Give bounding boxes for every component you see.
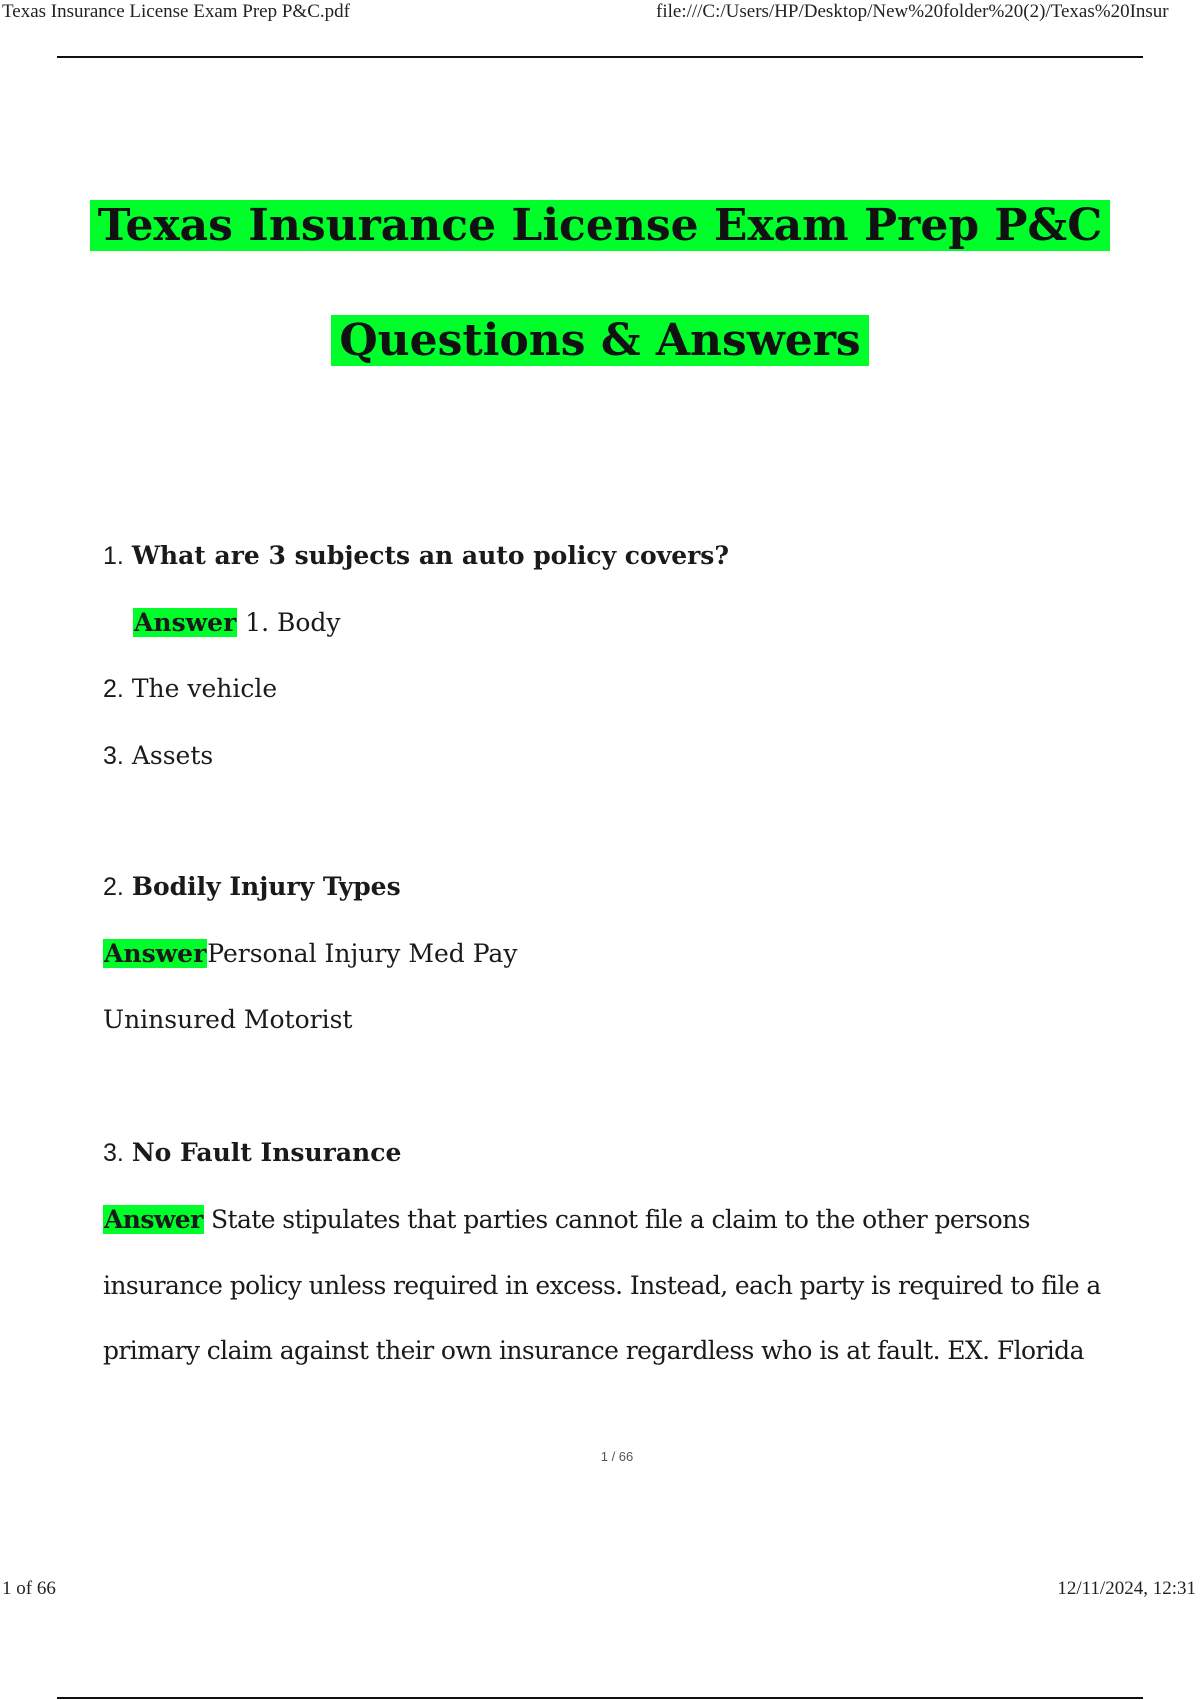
page-indicator: 1 / 66 [600,1449,634,1464]
answer-1-line-2: 2. The vehicle [103,674,278,703]
answer-label: Answer [104,1205,203,1234]
answer-2-line-2: Uninsured Motorist [103,1005,353,1034]
answer-label: Answer [104,939,207,968]
answer-3-line-3: primary claim against their own insurance regardless who is at fault. EX. Florida [103,1336,1084,1365]
header-rule [57,56,1143,58]
print-header-file-path: file:///C:/Users/HP/Desktop/New%20folder%20(2)/Texas%20Insur [656,1,1169,22]
question-3-text: No Fault Insurance [131,1138,402,1167]
footer-rule [57,1697,1143,1699]
answer-2-text: Personal Injury Med Pay [207,939,518,968]
answer-1 [133,606,341,640]
document-title-line-1: Texas Insurance License Exam Prep P&C [0,197,1200,255]
print-header [0,0,1200,28]
question-3: 3. No Fault Insurance [103,1138,402,1167]
question-2: 2. Bodily Injury Types [103,872,401,901]
answer-3 [103,1203,1030,1237]
answer-3-text: State stipulates that parties cannot file a claim to the other persons [211,1205,1030,1234]
print-header-doc-title: Texas Insurance License Exam Prep P&C.pdf [2,1,350,22]
answer-1-text: 1. Body [245,608,341,637]
print-footer-timestamp: 12/11/2024, 12:31 [1057,1578,1196,1599]
answer-2 [103,937,517,971]
print-footer-page-count: 1 of 66 [2,1578,56,1599]
answer-3-line-2: insurance policy unless required in excess. Instead, each party is required to file a [103,1271,1101,1300]
answer-1-line-3: 3. Assets [103,741,214,770]
question-1-text: What are 3 subjects an auto policy covers? [131,541,730,570]
document-title-line-2: Questions & Answers [0,312,1200,370]
answer-label: Answer [134,608,237,637]
question-2-text: Bodily Injury Types [131,872,401,901]
question-1: 1. What are 3 subjects an auto policy covers? [103,541,730,570]
